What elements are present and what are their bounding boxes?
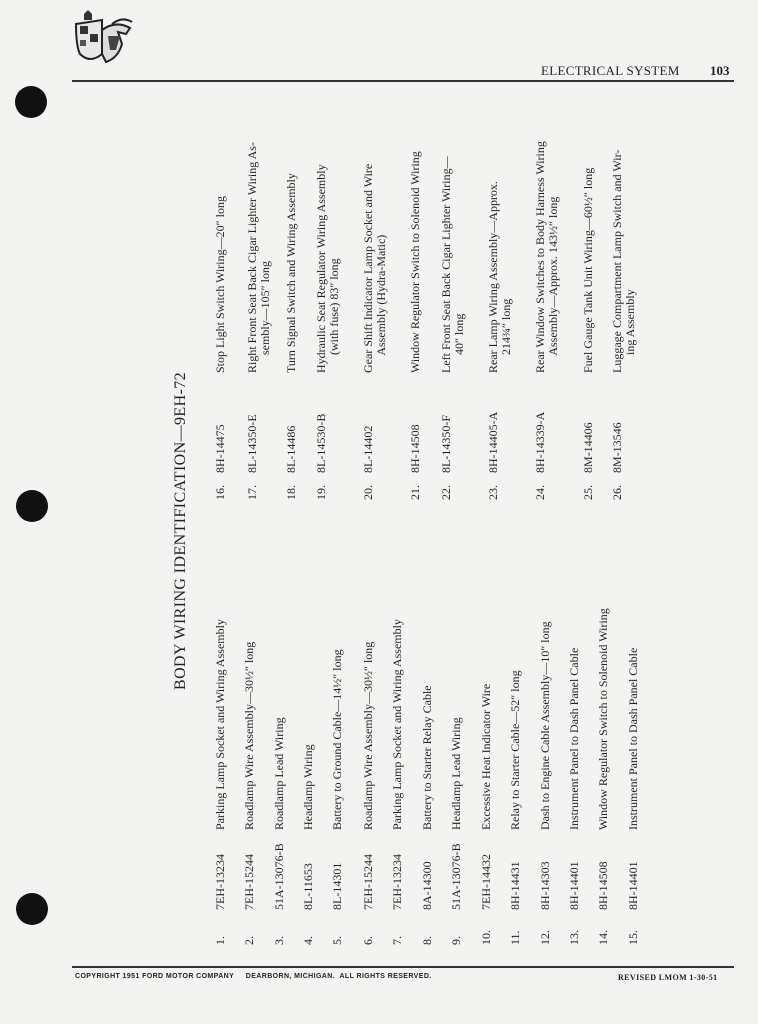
row-number: 6. [361,936,375,945]
row-number: 21. [408,485,422,500]
part-number: 8H-14339-A [533,411,547,473]
part-number: 8H-14508 [596,861,610,910]
part-description: Instrument Panel to Dash Panel Cable [626,647,640,830]
part-number: 8L-14530-B [314,413,328,473]
row-number: 8. [420,936,434,945]
row-number: 11. [508,930,522,945]
part-description: Window Regulator Switch to Solenoid Wiring [408,151,422,373]
header-rule [72,80,734,82]
row-number: 10. [479,930,493,945]
part-number: 7EH-14432 [479,854,493,910]
part-number: 8L-14350-E [245,414,259,473]
row-number: 3. [272,936,286,945]
row-number: 19. [314,485,328,500]
footer-rule [72,966,734,968]
part-number: 7EH-15244 [242,854,256,910]
row-number: 22. [439,485,453,500]
row-number: 13. [567,930,581,945]
part-description: Instrument Panel to Dash Panel Cable [567,647,581,830]
crest-logo-icon [72,10,134,70]
row-number: 20. [361,485,375,500]
part-description: Rear Lamp Wiring Assembly—Approx. 214¾″ long [486,181,513,373]
row-number: 17. [245,485,259,500]
part-number: 8H-14431 [508,861,522,910]
part-number: 8L-11653 [301,863,315,910]
part-description: Dash to Engine Cable Assembly—10″ long [538,621,552,830]
part-description: Battery to Ground Cable—14½″ long [330,649,344,830]
part-description: Right Front Seat Back Cigar Lighter Wiring As- sembly—105″ long [245,142,272,373]
section-title: ELECTRICAL SYSTEM [541,63,680,78]
part-description: Roadlamp Wire Assembly—30½″ long [361,641,375,830]
row-number: 1. [213,936,227,945]
row-number: 18. [284,485,298,500]
part-description: Excessive Heat Indicator Wire [479,683,493,830]
part-description: Window Regulator Switch to Solenoid Wiring [596,608,610,830]
part-description: Hydraulic Seat Regulator Wiring Assembly (with fuse) 83″ long [314,164,341,373]
row-number: 12. [538,930,552,945]
part-number: 51A-13076-B [272,843,286,910]
part-description: Parking Lamp Socket and Wiring Assembly [213,619,227,830]
row-number: 14. [596,930,610,945]
part-number: 8L-14350-F [439,415,453,473]
part-number: 8L-14402 [361,425,375,473]
part-description: Luggage Compartment Lamp Switch and Wir- ing Assembly [610,149,637,373]
row-number: 23. [486,485,500,500]
part-description: Left Front Seat Back Cigar Lighter Wiring— 40″ long [439,156,466,373]
row-number: 9. [449,936,463,945]
part-description: Relay to Starter Cable—52″ long [508,670,522,830]
part-number: 8H-14475 [213,424,227,473]
part-description: Roadlamp Wire Assembly—30½″ long [242,641,256,830]
part-description: Headlamp Wiring [301,744,315,830]
part-number: 7EH-13234 [390,854,404,910]
part-description: Rear Window Switches to Body Harness Wiring Assembly—Approx. 143½″ long [533,141,560,373]
binder-hole-top [15,86,47,118]
part-description: Fuel Gauge Tank Unit Wiring—60½″ long [581,167,595,373]
part-description: Parking Lamp Socket and Wiring Assembly [390,619,404,830]
part-description: Gear Shift Indicator Lamp Socket and Wire Assembly (Hydra-Matic) [361,163,388,373]
part-number: 8A-14300 [420,861,434,910]
part-number: 51A-13076-B [449,843,463,910]
part-number: 7EH-13234 [213,854,227,910]
part-number: 8H-14303 [538,861,552,910]
row-number: 24. [533,485,547,500]
part-number: 8H-14401 [567,861,581,910]
row-number: 16. [213,485,227,500]
part-number: 8H-14405-A [486,411,500,473]
part-number: 8L-14486 [284,425,298,473]
part-number: 8H-14508 [408,424,422,473]
part-description: Headlamp Lead Wiring [449,717,463,830]
part-number: 8L-14301 [330,862,344,910]
binder-hole-bottom [16,893,48,925]
binder-hole-middle [16,490,48,522]
part-description: Turn Signal Switch and Wiring Assembly [284,173,298,373]
row-number: 26. [610,485,624,500]
part-description: Battery to Starter Relay Cable [420,685,434,830]
part-number: 8H-14401 [626,861,640,910]
revision-note: REVISED LMOM 1-30-51 [618,973,718,982]
page-heading: BODY WIRING IDENTIFICATION—9EH-72 [172,371,189,690]
row-number: 7. [390,936,404,945]
part-number: 7EH-15244 [361,854,375,910]
part-number: 8M-14406 [581,422,595,473]
part-description: Roadlamp Lead Wiring [272,717,286,830]
row-number: 15. [626,930,640,945]
row-number: 25. [581,485,595,500]
row-number: 4. [301,936,315,945]
row-number: 5. [330,936,344,945]
row-number: 2. [242,936,256,945]
copyright-notice: COPYRIGHT 1951 FORD MOTOR COMPANY DEARBORN, MICHIGAN. ALL RIGHTS RESERVED. [75,973,432,980]
part-number: 8M-13546 [610,422,624,473]
part-description: Stop Light Switch Wiring—20″ long [213,196,227,373]
page-number: 103 [710,63,730,78]
